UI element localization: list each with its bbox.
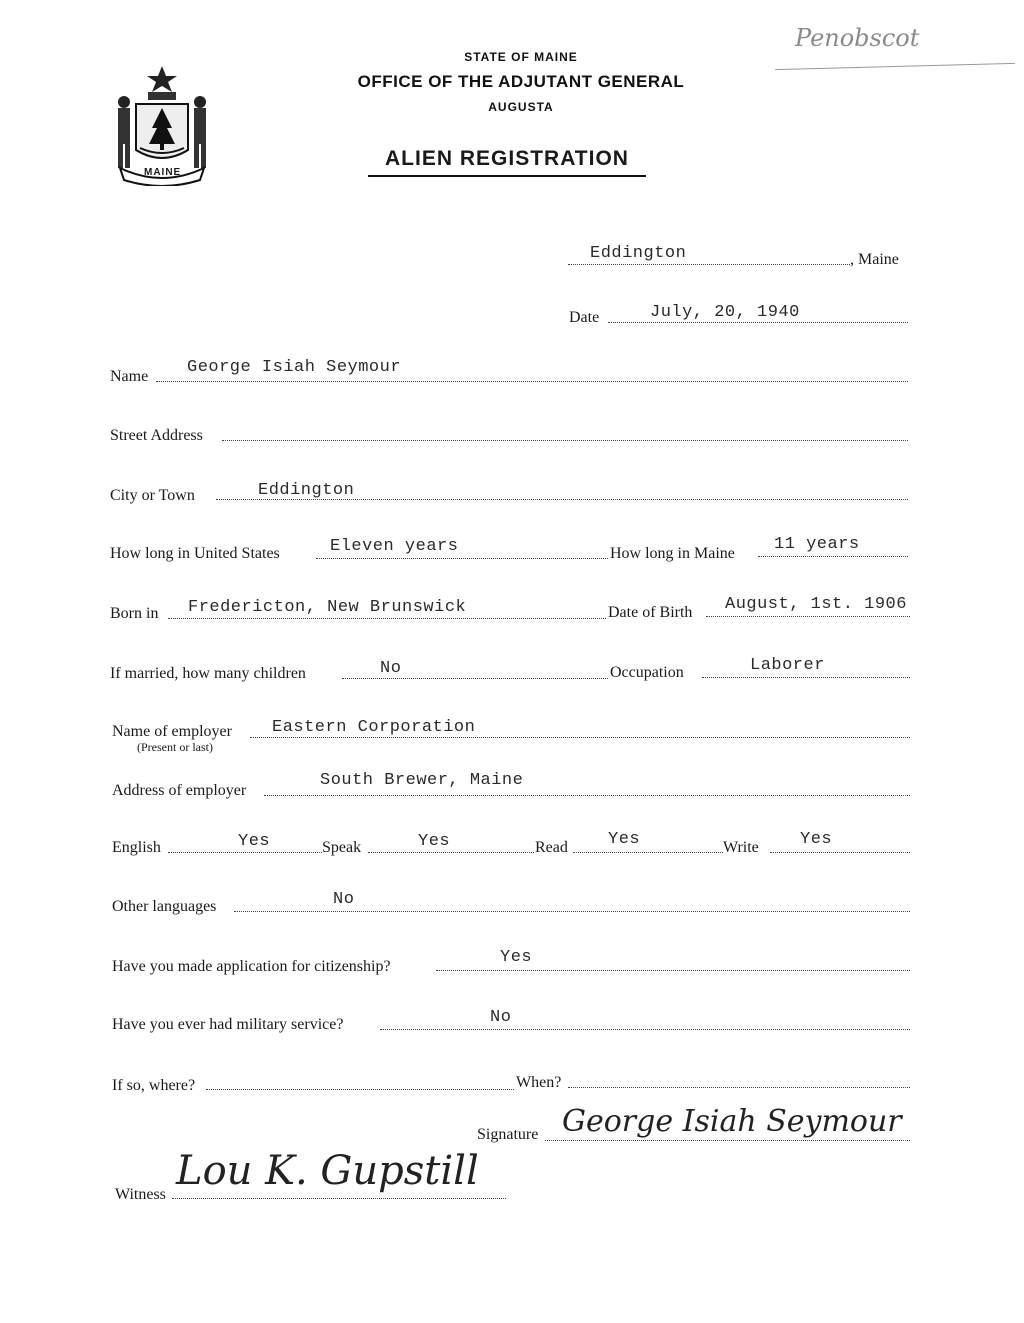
other-languages-label: Other languages xyxy=(112,898,217,915)
how-long-us-value: Eleven years xyxy=(330,537,459,556)
how-long-us-line xyxy=(316,558,608,559)
name-line xyxy=(156,381,908,382)
employer-sublabel: (Present or last) xyxy=(137,740,213,754)
born-in-value: Fredericton, New Brunswick xyxy=(188,598,467,617)
maine-state-seal xyxy=(110,64,214,186)
header-city: AUGUSTA xyxy=(488,100,554,114)
employer-line xyxy=(250,737,910,738)
witness-line xyxy=(172,1198,506,1199)
place-value: Eddington xyxy=(590,244,687,263)
speak-line xyxy=(368,852,534,853)
read-value: Yes xyxy=(608,830,641,849)
dob-label: Date of Birth xyxy=(608,604,693,621)
other-languages-value: No xyxy=(333,890,355,909)
when-line xyxy=(568,1087,910,1088)
date-value: July, 20, 1940 xyxy=(650,303,800,322)
dob-value: August, 1st. 1906 xyxy=(725,595,907,614)
military-label: Have you ever had military service? xyxy=(112,1016,344,1033)
city-value: Eddington xyxy=(258,481,355,500)
header-office: OFFICE OF THE ADJUTANT GENERAL xyxy=(357,72,685,91)
born-in-line xyxy=(168,618,606,619)
employer-address-label: Address of employer xyxy=(112,782,247,799)
how-long-us-label: How long in United States xyxy=(110,545,280,562)
citizenship-line xyxy=(436,970,910,971)
children-value: No xyxy=(380,659,402,678)
header-state: STATE OF MAINE xyxy=(464,50,578,64)
military-line xyxy=(380,1029,910,1030)
employer-address-value: South Brewer, Maine xyxy=(320,771,524,790)
city-label: City or Town xyxy=(110,487,195,504)
date-line xyxy=(608,322,908,323)
where-line xyxy=(206,1089,514,1090)
where-label: If so, where? xyxy=(112,1077,196,1094)
employer-value: Eastern Corporation xyxy=(272,718,476,737)
place-suffix: , Maine xyxy=(850,251,899,268)
seal-banner: MAINE xyxy=(144,167,182,178)
english-line xyxy=(168,852,322,853)
dob-line xyxy=(706,616,910,617)
name-label: Name xyxy=(110,368,149,385)
city-line xyxy=(216,499,908,500)
write-value: Yes xyxy=(800,830,833,849)
name-value: George Isiah Seymour xyxy=(187,358,402,377)
signature-line xyxy=(545,1140,910,1141)
signature-label: Signature xyxy=(477,1126,539,1143)
how-long-maine-line xyxy=(758,556,908,557)
how-long-maine-label: How long in Maine xyxy=(610,545,735,562)
employer-label: Name of employer xyxy=(112,723,232,740)
speak-label: Speak xyxy=(322,839,362,856)
place-line xyxy=(568,264,850,265)
occupation-label: Occupation xyxy=(610,664,684,681)
street-line xyxy=(222,440,908,441)
how-long-maine-value: 11 years xyxy=(774,535,860,554)
born-in-label: Born in xyxy=(110,605,159,622)
children-label: If married, how many children xyxy=(110,665,306,682)
citizenship-label: Have you made application for citizenship? xyxy=(112,958,391,975)
other-languages-line xyxy=(234,911,910,912)
citizenship-value: Yes xyxy=(500,948,533,967)
write-label: Write xyxy=(723,839,759,856)
speak-value: Yes xyxy=(418,832,451,851)
english-label: English xyxy=(112,839,161,856)
read-label: Read xyxy=(535,839,568,856)
street-label: Street Address xyxy=(110,427,203,444)
military-value: No xyxy=(490,1008,512,1027)
when-label: When? xyxy=(516,1074,562,1091)
occupation-line xyxy=(702,677,910,678)
employer-address-line xyxy=(264,795,910,796)
english-value: Yes xyxy=(238,832,271,851)
write-line xyxy=(770,852,910,853)
occupation-value: Laborer xyxy=(750,656,825,675)
read-line xyxy=(573,852,723,853)
witness-label: Witness xyxy=(115,1186,166,1203)
date-label: Date xyxy=(569,309,600,326)
children-line xyxy=(342,678,608,679)
form-title: ALIEN REGISTRATION xyxy=(368,147,646,177)
witness-value: Lou K. Gupstill xyxy=(176,1148,479,1194)
signature-value: George Isiah Seymour xyxy=(562,1104,902,1139)
county-annotation: Penobscot xyxy=(795,24,920,52)
